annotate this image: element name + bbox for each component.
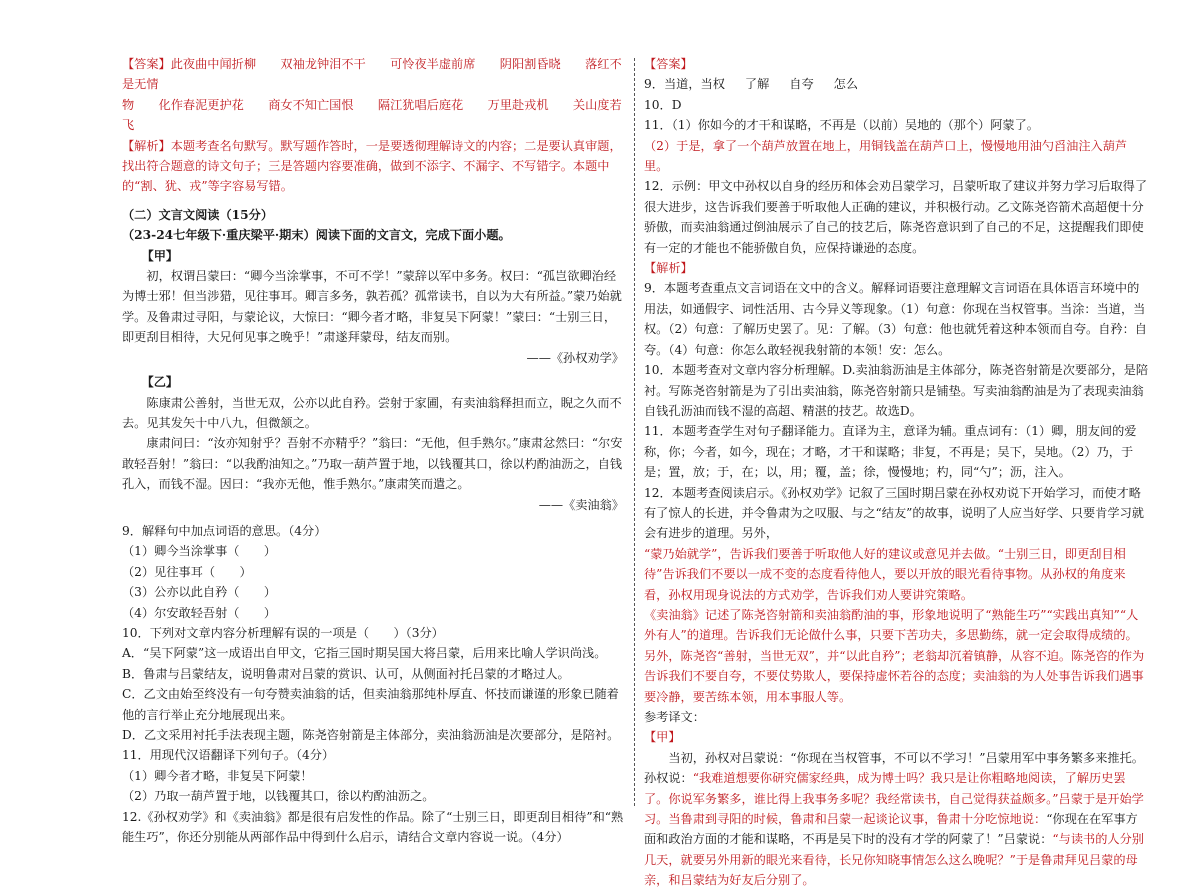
analysis-label: 【解析】 [644,261,693,276]
translation-jia-label: 【甲】 [644,730,681,745]
question-9: 9．解释句中加点词语的意思。（4分） [122,523,327,538]
passage-yi-label: 【乙】 [141,375,179,390]
question-10-option: C．乙文由始至终没有一句夸赞卖油翁的话，但卖油翁那纯朴厚直、怀技而谦谨的形象已随着他的言行举止充分地展现出来。 [122,687,619,722]
question-9-item: （1）卿今当涂掌事（ ） [122,544,277,559]
translation-paragraph [644,748,1149,891]
analysis-12-part-c: “士别三日，即更刮目相待”告诉我们不要以一成不变的态度看待他人，要以开放的眼光看待事物。从孙权的角度来看，孙权用现身说法的方式劝学，告诉我们劝人要讲究策略。 [644,546,1126,602]
analysis-10: 10．本题考查对文章内容分析理解。D.卖油翁沥油是主体部分，陈尧咨射箭是次要部分，是陪衬。写陈尧咨射箭是为了引出卖油翁，陈尧咨射箭只是铺垫。写卖油翁酌油是为了表现卖油翁自钱孔沥油而钱不湿的高超、精湛的技艺。故选D。 [644,363,1149,418]
analysis-paragraph: 【解析】本题考查名句默写。默写题作答时，一是要透彻理解诗文的内容；二是要认真审题，找出符合题意的诗文句子；三是答题内容要准确，做到不添字、不漏字、不写错字。本题中的“割、犹、戎”等字容易写错。 [122,138,622,194]
question-10: 10．下列对文章内容分析理解有误的一项是（ ）（3分） [122,625,444,640]
answer-11-1: 11．（1）你如今的才干和谋略，不再是（以前）吴地的（那个）阿蒙了。 [644,118,1039,133]
translation-p4: “与读书的人分别几天，就要另外用新的眼光来看待，长兄你知晓事情怎么这么晚呢？”于是鲁肃拜见吕蒙的母亲，和吕蒙结为好友后分别了。 [644,832,1144,888]
question-11-item: （2）乃取一葫芦置于地，以钱覆其口，徐以杓酌油沥之。 [122,789,435,804]
analysis-12-part-a: 12．本题考查阅读启示。《孙权劝学》记叙了三国时期吕蒙在孙权劝说下开始学习，而使才略有了惊人的长进，并令鲁肃为之叹服、与之“结友”的故事，说明了人应当好学、只要肯学习就会有进步的道理。另外， [644,485,1144,541]
translation-label: 参考译文： [644,710,705,724]
passage-yi-source: ——《卖油翁》 [538,497,624,512]
answer-12: 12．示例：甲文中孙权以自身的经历和体会劝吕蒙学习，吕蒙听取了建议并努力学习后取得了很大进步，这告诉我们要善于听取他人正确的建议，并积极行动。乙文陈尧咨箭术高超便十分骄傲，而卖油翁通过倒油展示了自己的技艺后，陈尧咨意识到了自己的不足，这提醒我们即使有一定的才能也不能骄傲自负，应保持谦逊的态度。 [644,179,1148,255]
passage-jia-label: 【甲】 [141,248,179,263]
passage-yi-text-2: 康肃问曰：“汝亦知射乎？吾射不亦精乎？”翁曰：“无他，但手熟尔。”康肃忿然曰：“尔安敢轻吾射！”翁曰：“以我酌油知之。”乃取一葫芦置于地，以钱覆其口，徐以杓酌油沥之，自钱孔入，而钱不湿。因曰：“我亦无他，惟手熟尔。”康肃笑而遣之。 [122,436,623,492]
question-source: （23-24七年级下·重庆梁平·期末）阅读下面的文言文，完成下面小题。 [122,228,511,243]
question-11-item: （1）卿今者才略，非复吴下阿蒙！ [122,768,313,783]
analysis-12-part-b: “蒙乃始就学”，告诉我们要善于听取他人好的建议或意见并去做。 [644,546,998,561]
answer-9 [644,74,1149,94]
analysis-9: 9．本题考查重点文言词语在文中的含义。解释词语要注意理解文言词语在具体语言环境中的用法，如通假字、词性活用、古今异义等现象。（1）句意：你现在当权管事。当涂：当道，当权。（2）句意：了解历史罢了。见：了解。（3）句意：他也就凭着这种本领而自夸。自矜：自夸。（4）句意：你怎么敢轻视我射箭的本领！安：怎么。 [644,281,1147,357]
answer-line-2: 物 化作春泥更护花 商女不知亡国恨 隔江犹唱后庭花 万里赴戎机 关山度若飞 [122,97,622,133]
question-12: 12.《孙权劝学》和《卖油翁》都是很有启发性的作品。除了“士别三日，即更刮目相待”和“熟能生巧”，你还分别能从两部作品中得到什么启示，请结合文章内容说一说。（4分） [122,809,624,845]
answer-9-item: 9．当道，当权 [644,77,725,92]
question-10-option: D．乙文采用衬托手法表现主题，陈尧咨射箭是主体部分，卖油翁沥油是次要部分，是陪衬。 [122,728,620,742]
analysis-11: 11．本题考查学生对句子翻译能力。直译为主，意译为辅。重点词有：（1）卿，朋友间的爱称，你；今者，如今，现在；才略，才干和谋略；非复，不再是；吴下，吴地。（2）乃，于是；置，放；于，在；以，用；覆，盖；徐，慢慢地；杓，同“勺”；沥，注入。 [644,424,1137,480]
answer-line-1: 【答案】此夜曲中闻折柳 双袖龙钟泪不干 可怜夜半虚前席 阴阳割昏晓 落红不是无情 [122,57,622,92]
translation-p1: 当初，孙权对吕蒙说：“你现在当权管事，不可以不学习！”吕蒙用军中事务繁多来推托。孙权说： [644,750,1144,786]
question-11: 11．用现代汉语翻译下列句子。（4分） [122,748,335,763]
question-10-option: A．“吴下阿蒙”这一成语出自甲文，它指三国时期吴国大将吕蒙，后用来比喻人学识尚浅。 [122,646,607,661]
analysis-12-part-d: 《卖油翁》记述了陈尧咨射箭和卖油翁酌油的事，形象地说明了“熟能生巧”“实践出真知”“人外有人”的道理。告诉我们无论做什么事，只要下苦功夫，多思勤练，就一定会取得成绩的。另外，陈尧咨“善射，当世无双”，并“以此自矜”；老翁却沉着镇静，从容不迫。陈尧咨的作为告诉我们不要自夸，不要仗势欺人，要保持虚怀若谷的态度；卖油翁的为人处事告诉我们遇事要冷静，要苦练本领，用本事服人等。 [644,607,1145,704]
question-9-item: （4）尔安敢轻吾射（ ） [122,605,277,620]
answer-9-item: 怎么 [833,77,859,92]
answer-11-2: （2）于是，拿了一个葫芦放置在地上，用铜钱盖在葫芦口上，慢慢地用油勺舀油注入葫芦里。 [644,138,1128,174]
question-10-option: B．鲁肃与吕蒙结友，说明鲁肃对吕蒙的赏识、认可，从侧面衬托吕蒙的才略过人。 [122,666,570,681]
answer-10: 10．D [644,97,682,112]
right-column [644,54,1149,891]
question-9-item: （3）公亦以此自矜（ ） [122,585,277,600]
section-title: （二）文言文阅读（15分） [122,207,274,222]
left-column [122,54,624,847]
answer-9-item: 了解 [744,77,770,92]
answer-9-item: 自夸 [789,77,814,92]
passage-jia-source: ——《孙权劝学》 [526,350,624,365]
answer-label: 【答案】 [644,57,693,71]
analysis-12 [644,483,1149,605]
column-divider [634,58,635,806]
passage-jia-text: 初，权谓吕蒙曰：“卿今当涂掌事，不可不学！”蒙辞以军中多务。权曰：“孤岂欲卿治经为博士邪！但当涉猎，见往事耳。卿言多务，孰若孤？孤常读书，自以为大有所益。”蒙乃始就学。及鲁肃过寻阳，与蒙论议，大惊曰：“卿今者才略，非复吴下阿蒙！”蒙曰：“士别三日，即更刮目相待，大兄何见事之晚乎！”肃遂拜蒙母，结友而别。 [122,269,622,345]
question-9-item: （2）见往事耳（ ） [122,564,252,579]
translation-p2: “我难道想要你研究儒家经典，成为博士吗？我只是让你粗略地阅读，了解历史罢了。你说军务繁多，谁比得上我事务多呢？我经常读书，自己觉得获益颇多。”吕蒙于是开始学习。当鲁肃到寻阳的时候，鲁肃和吕蒙一起谈论议事，鲁肃十分吃惊地说： [644,771,1144,827]
passage-yi-text-1: 陈康肃公善射，当世无双，公亦以此自矜。尝射于家圃，有卖油翁释担而立，睨之久而不去。见其发矢十中八九，但微颔之。 [122,395,622,430]
translation-p3: “你现在在军事方面和政治方面的才能和谋略，不再是吴下时的没有才学的阿蒙了！”吕蒙说： [644,812,1138,847]
